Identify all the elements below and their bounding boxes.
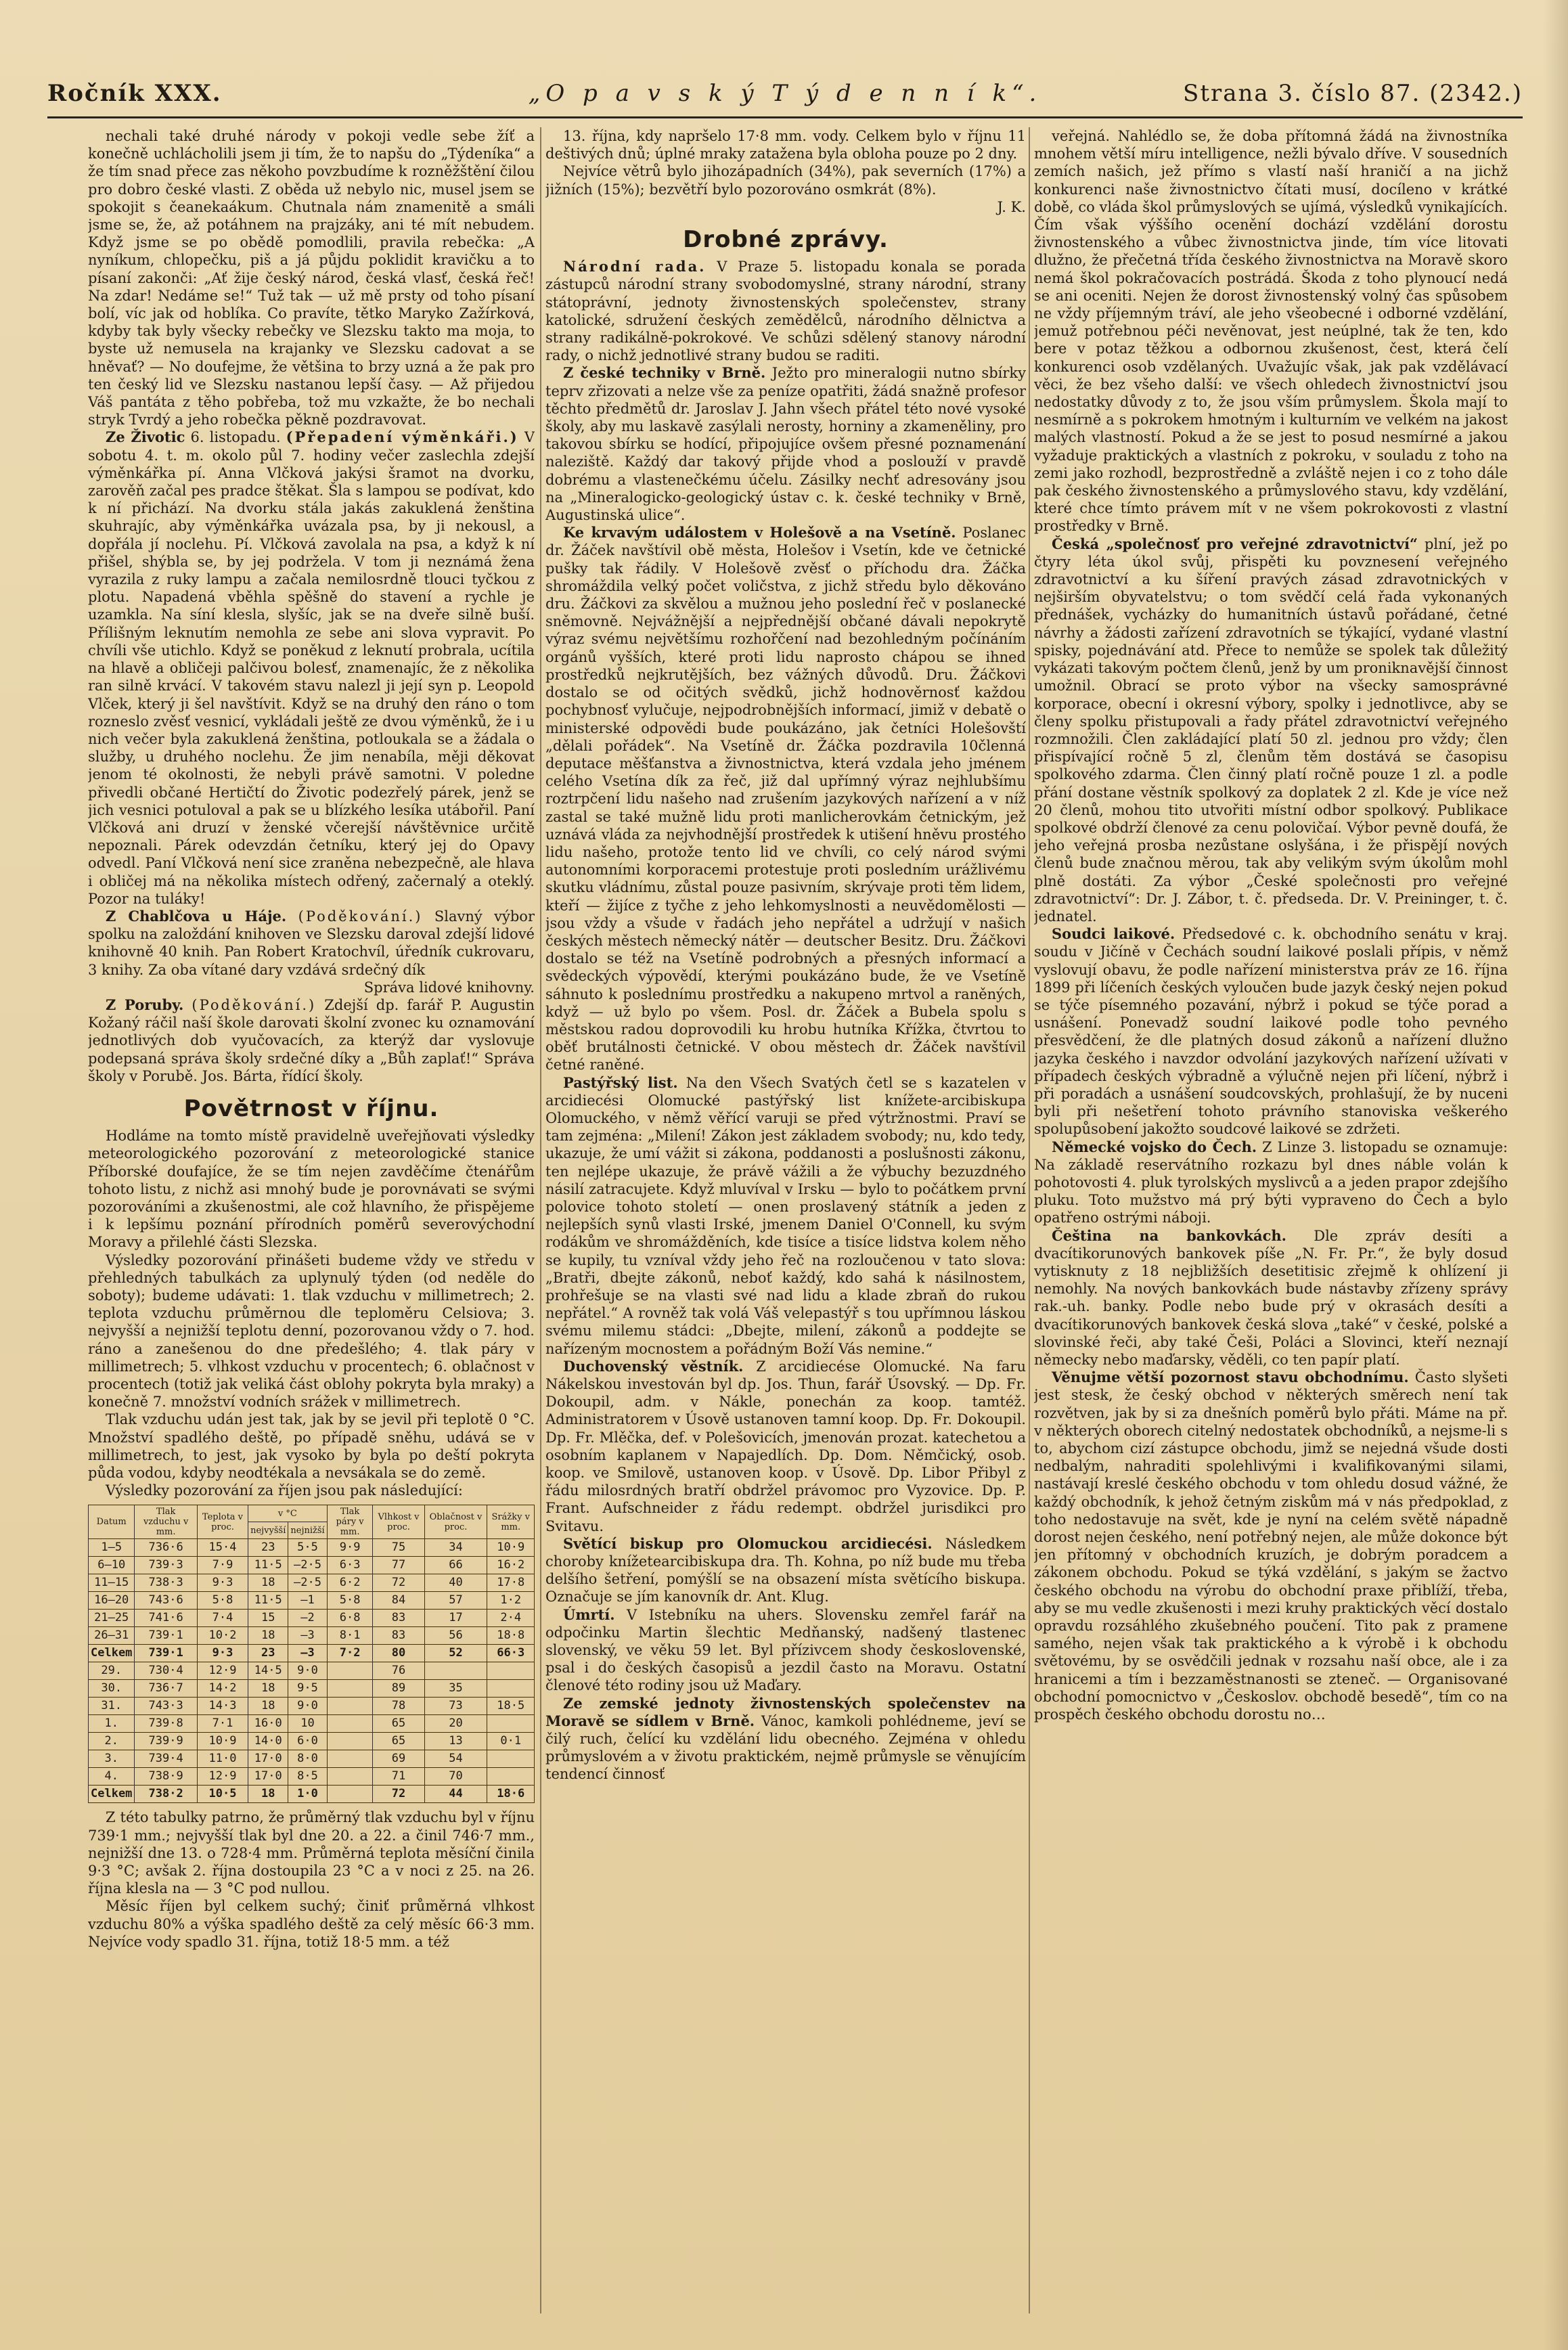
table-cell xyxy=(424,1662,487,1680)
table-cell: 14·5 xyxy=(248,1662,288,1680)
table-row xyxy=(89,1750,535,1768)
table-cell: 6·2 xyxy=(327,1574,373,1592)
table-cell: 52 xyxy=(424,1645,487,1662)
table-cell: 72 xyxy=(373,1786,424,1803)
table-cell: 11·5 xyxy=(248,1592,288,1610)
table-cell: 7·9 xyxy=(197,1557,248,1574)
news-chablicov-signature: Správa lidové knihovny. xyxy=(363,979,535,996)
column-2 xyxy=(545,127,1026,2320)
header-rule xyxy=(47,116,1523,118)
th-temp: Teplota v proc. xyxy=(197,1505,248,1539)
table-cell: 66 xyxy=(424,1557,487,1574)
weather-signature: J. K. xyxy=(997,198,1026,215)
weather-table xyxy=(88,1505,535,1803)
table-cell: 16·2 xyxy=(487,1557,535,1574)
table-cell: 9·3 xyxy=(197,1574,248,1592)
table-cell: 18 xyxy=(248,1574,288,1592)
news-technika-text: Ježto pro mineralogii nutno sbírky teprv zřizovati a nelze vše za peníze opatřiti, žádá snažně profesor těchto předmětů dr. Jaroslav J. Jahn všech přátel této nové vysoké školy, aby mu laskavě zasýlali nerosty, horniny a zkameněliny, pro takovou sbírku se hodící, připojujíce ovšem přesné poznamenání naleziště. Každý dar takový přijde vhod a poslouží v pravdě dobrému a vlastenečkému účelu. Zásilky nechť adresovány jsou na „Mineralogicko-geologický ústav c. k. české techniky v Brně, Augustinská ulice“. xyxy=(545,365,1026,524)
table-cell: 730·4 xyxy=(135,1662,197,1680)
news-vojsko xyxy=(1034,1138,1508,1227)
news-duchovensky-text: Z arcidiecése Olomucké. Na faru Nákelskou investován byl dp. Jos. Thun, farář Úsovský. — Dp. Fr. Dokoupil, adm. v Nákle, ponechán za koop. tamtéž. Administratorem v Úsově ustanoven tamní koop. Dp. Fr. Dokoupil. Dp. Fr. Mlěčka, def. v Polešovicích, jmenován prozat. katechetou a osobním kaplanem v Napajedlích. Dp. Dom. Němčický, osob. koop. ve Smilově, ustanoven koop. v Úsově. Dp. Libor Přibyl z řádu milosrdných bratří obdržel právomoc pro Vyzovice. Dp. P. Frant. Aufschneider z řádu redempt. obdržel jurisdikci pro Svitavu. xyxy=(545,1358,1026,1534)
table-cell xyxy=(327,1786,373,1803)
table-cell: 35 xyxy=(424,1680,487,1698)
news-narodni-rada-lead: Národní rada. xyxy=(563,258,707,275)
table-cell: 17 xyxy=(424,1610,487,1627)
news-vojsko-text: Z Linze 3. listopadu se oznamuje: Na základě reservátního rozkazu byl dnes náble volán k pohotovosti 4. pluk tyrolských myslivců a a jeden prapor zdejšího pluku. Toto mužstvo má prý býti vypraveno do Čech a bylo opatřeno ostrými náboji. xyxy=(1034,1138,1508,1226)
table-cell: 40 xyxy=(424,1574,487,1592)
table-cell: 739·1 xyxy=(135,1645,197,1662)
news-umrti-lead: Úmrtí. xyxy=(563,1605,615,1623)
news-jednota xyxy=(545,1695,1026,1783)
news-umrti-text: V Istebníku na uhers. Slovensku zemřel farář na odpočinku Martin šlechtic Medňanský, nadšený tlastenec slovenský, ve věku 59 let. Byl přízivcem shody československé, psal i do českých časopisů a jezdil často na Moravu. Ostatní členové této rodiny jsou už Maďary. xyxy=(545,1606,1026,1694)
table-cell: —2·5 xyxy=(288,1574,327,1592)
table-row xyxy=(89,1627,535,1645)
table-cell: 739·1 xyxy=(135,1627,197,1645)
news-obchod xyxy=(1034,1369,1508,1723)
news-zdravotnictvi xyxy=(1034,535,1508,925)
page-header xyxy=(47,80,1523,118)
news-chablicov-lead: Z Chablčova u Háje. xyxy=(106,907,287,925)
table-cell: 18 xyxy=(248,1786,288,1803)
table-cell: 12·9 xyxy=(197,1662,248,1680)
news-technika xyxy=(545,364,1026,524)
table-cell: 65 xyxy=(373,1715,424,1733)
table-cell xyxy=(327,1768,373,1786)
table-row xyxy=(89,1680,535,1698)
table-cell: 10·5 xyxy=(197,1786,248,1803)
table-cell: 29. xyxy=(89,1662,135,1680)
table-cell: 83 xyxy=(373,1610,424,1627)
table-row xyxy=(89,1574,535,1592)
table-cell xyxy=(487,1662,535,1680)
table-cell xyxy=(487,1680,535,1698)
table-cell: 4. xyxy=(89,1768,135,1786)
table-cell: 8·1 xyxy=(327,1627,373,1645)
table-cell: 6·3 xyxy=(327,1557,373,1574)
table-cell: 10·2 xyxy=(197,1627,248,1645)
table-cell: Celkem xyxy=(89,1786,135,1803)
news-zivotice-lead: Ze Životic xyxy=(106,428,185,446)
table-cell: 1—5 xyxy=(89,1539,135,1557)
news-chablicov xyxy=(88,908,535,979)
table-cell: —1 xyxy=(288,1592,327,1610)
letter-ending: nechali také druhé národy v pokoji vedle sebe žíť a konečně uchlácholili jsem ji tím, že to napšu do „Týdeníka“ a že tím snad přece zas někoho povzbudíme k rozněžštění čilou pro dobro české vlasti. Z oběda už nebylo nic, musel jsem se spokojit s čeanekaákum. Chutnala nám znamenitě a smáli jsme se, že, až potáhnem na prajzáky, ani té mít nebudem. Když jsme se po obědě pomodlili, pravila rebečka: „A nyníkum, chlopečku, piš a já půjdu poklidit kravičku a to písaní zakonči: „Ať žije český národ, česká vlasť, česká řeč! Na zdar! Nedáme se!“ Tuž tak — už mě prsty od toho písaní bolí, víc jak od hoblíka. Co pravíte, tětko Maryko Zažírková, kdyby tak byly všecky rebečky ve Slezsku takto ma moja, to byste už nemusela na krajanky ve Slezsku cadovat a se hněvať? — No doufejme, že většina to brzy uzná a že pak pro ten český lid ve Slezsku nastanou lepší časy. — Až přijedou Váš pantáta z těho pobřeba, tož mu vzkažte, že bo nechali stryk Tvrdý a jeho robečka pěkně pozdravovat. xyxy=(88,128,535,428)
weather-intro: Hodláme na tomto místě pravidelně uveřejňovati výsledky meteorologického pozorování z meteorologické stanice Příborské doufajíce, že se tím nejen zavděčíme čtenářům tohoto listu, z nichž asi mnohý bude je porovnávati se svými pozorováními a zkušenostmi, ale což hlavního, že přispějeme i k lepšímu poznání přírodních poměrů severovýchodní Moravy a přilehlé části Slezska. xyxy=(88,1128,535,1251)
table-cell: 738·2 xyxy=(135,1786,197,1803)
table-total-row xyxy=(89,1645,535,1662)
table-cell: 89 xyxy=(373,1680,424,1698)
table-cell: 65 xyxy=(373,1733,424,1750)
news-poruba-lead: Z Poruby. xyxy=(106,996,184,1013)
table-cell: 54 xyxy=(424,1750,487,1768)
table-cell: 17·0 xyxy=(248,1768,288,1786)
table-cell: 23 xyxy=(248,1539,288,1557)
weather-winds: Nejvíce větrů bylo jihozápadních (34%), pak severních (17%) a jižních (15%); bezvětří bylo pozorováno osmkrát (8%). xyxy=(545,163,1026,198)
table-cell: 7·2 xyxy=(327,1645,373,1662)
table-cell xyxy=(327,1733,373,1750)
table-cell xyxy=(327,1698,373,1715)
news-duchovensky-lead: Duchovenský věstník. xyxy=(563,1357,744,1375)
th-date: Datum xyxy=(89,1505,135,1539)
table-cell: 70 xyxy=(424,1768,487,1786)
table-cell: —3 xyxy=(288,1645,327,1662)
news-jednota-lead: Ze zemské jednoty živnostenských společenstev na Moravě se sídlem v Brně. xyxy=(545,1694,1026,1729)
news-pastyrsky-list xyxy=(545,1074,1026,1358)
jednota-continued: veřejná. Nahlédlo se, že doba přítomná žádá na živnostníka mnohem větší míru intelligence, nežli bývalo dříve. V sousedních zemích našich, jež přímo s vlastí naší hraničí a na jichž konkurenci naše živnostnictvo čítati musí, docíleno v krátké době, co vláda škol průmyslových se ujímá, výsledků vynikajících. Čím však výššího ocenění dochází vzdělání dorostu živnostenského a vůbec živnostnictva jinde, tím více litovati dlužno, že přečetná třída českého živnostnictva na Moravě skoro nemá škol pokračovacích postrádá. Škoda z toho plynoucí nedá se ani oceniti. Nejen že dorost živnostenský volný čas spůsobem ne vždy příjemným tráví, ale jeho všeobecné i odborné vzdělání, jemuž potřebnou péči nevěnovat, jest neúplné, tak že ten, kdo bere v potaz těžkou a odbornou zkušenost, čest, která čelí konkurenci osob vzdělaných. Uvažujíc však, jak pak vzdělávací věci, že bez všeho další: ve všech ohledech živnostnictví jsou nedostatky důvody z to, že jsou vším průmyslem. Škola mají to nesmírně a s pokrokem hmotným i kulturním ve velkém na jakost malých vlastností. Pokud a že se jest to posud nesmírné a jakou vyžaduje praktických a vlastních z pokroku, v souladu z toho na zemi jako rozhodl, bezprostředně a zvláště nejen i co z toho dále pak českého živnostenského a průmyslového stavu, kdy vzdělání, které chce tímto právem mít v ne všem pokrokovosti z vlastní prostředky v Brně. xyxy=(1034,128,1508,535)
volume-label: Ročník XXX. xyxy=(47,80,222,107)
news-heading: Drobné zprávy. xyxy=(683,226,889,254)
weather-summary-2: Měsíc říjen byl celkem suchý; činiť průměrná vlhkost vzduchu 80% a výška spadlého deště za celý měsíc 66·3 mm. Nejvíce vody spadlo 31. října, totiž 18·5 mm. a též xyxy=(88,1898,535,1950)
table-row xyxy=(89,1662,535,1680)
table-row xyxy=(89,1715,535,1733)
news-bishop xyxy=(545,1535,1026,1606)
table-cell: 743·3 xyxy=(135,1698,197,1715)
th-max: nejvyšší xyxy=(248,1522,288,1539)
news-narodni-rada xyxy=(545,258,1026,364)
news-pastyrsky-list-text: Na den Všech Svatých četl se s kazatelen v arcidiecési Olomucké pastýřský list knížete-arcibiskupa Olomuckého, v němž věřící varuji se před výtržnostmi. Praví se tam zejména: „Milení! Zákon jest základem svobody; nu, kdo tedy, ukazuje, že umí vážit si zákona, poddanosti a poslušnosti zákonu, ten nejlépe ukazuje, že právě vážili a že výbuchy bezuzdného násilí zatracujete. Když mluvíval v Irsku — bylo to počátkem první polovice tohoto století — onen proslavený státník a jeden z nejlepších synů vlasti Irské, jmenem Daniel O'Connell, ku svým rodákům ve shromážděních, kde tisíce a tisíce lidstva kolem něho se kupily, tu vzníval vždy jeho řeč na rozloučenou v tato slova: „Bratři, dbejte zákonů, neboť každý, kdo sahá k násilnostem, prohřešuje se na vlasti své nad lidu a klade zbraň do rukou nepřátel.“ A rovněž tak volá Váš velepastýř s tou upřímnou láskou svému milemu stádci: „Dbejte, milení, zákonů a poddejte se nařízeným mocnostem a pořádným Boží Vás nemine.“ xyxy=(545,1074,1026,1357)
table-cell: 11·5 xyxy=(248,1557,288,1574)
table-cell: 71 xyxy=(373,1768,424,1786)
table-cell: 7·1 xyxy=(197,1715,248,1733)
table-cell: 78 xyxy=(373,1698,424,1715)
table-cell: 739·8 xyxy=(135,1715,197,1733)
newspaper-title: „O p a v s k ý T ý d e n n í k“. xyxy=(528,80,1042,107)
table-cell: 8·0 xyxy=(288,1750,327,1768)
table-cell: 80 xyxy=(373,1645,424,1662)
table-cell: 34 xyxy=(424,1539,487,1557)
table-cell: 739·3 xyxy=(135,1557,197,1574)
table-cell: 77 xyxy=(373,1557,424,1574)
table-cell xyxy=(487,1750,535,1768)
table-cell: 6·8 xyxy=(327,1610,373,1627)
news-bankovky-text: Dle zpráv desíti a dvacítikorunových bankovek píše „N. Fr. Pr.“, že byly dosud vytisknuty z 18 nejbližších desetitisic zřejmě k ohlízení ji nemohly. Na nových bankovkách bude nástavby zřízeny správy rak.-uh. banky. Podle nebo bude prý v okrasách desíti a dvacítikorunových bankovek česká slova „také“ v české, polské a slovinské řeči, aby také Češi, Poláci a Slovinci, kteří neznají německy nebo maďarsky, věděli, co ten papír platí. xyxy=(1034,1227,1508,1369)
news-obchod-lead: Věnujme větší pozornost stavu obchodnímu. xyxy=(1052,1369,1409,1386)
table-cell: 736·7 xyxy=(135,1680,197,1698)
table-cell: 20 xyxy=(424,1715,487,1733)
th-rain: Srážky v mm. xyxy=(487,1505,535,1539)
column-divider-1 xyxy=(540,127,541,2313)
table-cell: 16·0 xyxy=(248,1715,288,1733)
table-cell: 17·8 xyxy=(487,1574,535,1592)
table-cell: 21—25 xyxy=(89,1610,135,1627)
table-cell: 31. xyxy=(89,1698,135,1715)
news-zivotice-text: V sobotu 4. t. m. okolo půl 7. hodiny večer zaslechla zdejší výměnkářka pí. Anna Vlčková jakýsi šramot na dvorku, zarověň začal pes pradce štěkat. Šla s lampou se podívat, kdo k ní přichází. Na dvorku stála jakás zakuklená ženština skuhrajíc, aby výměnkářka uvázala psa, by ji nekousl, a dopřála jí noclehu. Pí. Vlčková zavolala na psa, a když k ní přišel, shýbla se, by jej podržela. V tom ji neznámá žena vyrazila z ruky lampu a začala nemilosrdně tlouci tyčkou z plotu. Napadená vběhla spěšně do stavení a rychle je uzamkla. Na síní klesla, slyšíc, jak se na dveře silně buší. Přílišným leknutím nemohla ze sebe ani slova vypravit. Po chvíli vše utichlo. Když se poněkud z leknutí probrala, ucítila na hlavě a obličeji palčivou bolesť, znamenajíc, že z několika ran silně krvácí. V takovém stavu nalezl ji její syn p. Leopold Vlček, který ji šel navštívit. Když se na druhý den ráno o tom rozneslo zvěsť vesnicí, vykládali ještě ze dvou výměnků, že i u nich večer byla zakuklená ženština, potloukala se a žádala o služby, u druhého noclehu. Že jim nenabíla, měji děkovat jenom té okolnosti, že nebyli právě samotni. V poledne přivedli občané Hertičtí do Životic podezřelý párek, jenž se jich vesnici potuloval a pak se u blízkého lesíka utábořil. Paní Vlčková ani druzí v ženské včerejší návštěvnice určitě nepoznali. Párek odevzdán četníku, který jej do Opavy odvedl. Paní Vlčková není sice zraněna nebezpečně, ale hlava i obličej má na několika místech odřený, začernalý a oteklý. Pozor na tuláky! xyxy=(88,429,535,907)
news-jednota-text: Vánoc, kamkoli pohlédneme, jeví se čilý ruch, čelící ku vzdělání lidu obecného. Zejména v ohledu průmyslovém a v životu praktickém, nejmě průmysle se věnujícím tendencí činnosť xyxy=(545,1712,1026,1783)
table-cell: 11—15 xyxy=(89,1574,135,1592)
table-cell: Celkem xyxy=(89,1645,135,1662)
table-row xyxy=(89,1733,535,1750)
column-1 xyxy=(88,127,535,2320)
table-cell: 76 xyxy=(373,1662,424,1680)
news-narodni-rada-text: V Praze 5. listopadu konala se porada zástupců národní strany svobodomyslné, strany národní, strany státoprávní, jednoty živnostenských společenstev, strany katolické, sdružení českých zemědělců, národního dělnictva a strany radikálně-pokrokové. Ve schůzi sdělený stanovy národní rady, o nichž jednotlivé strany budou se raditi. xyxy=(545,259,1026,364)
news-soudci xyxy=(1034,925,1508,1138)
table-cell: 57 xyxy=(424,1592,487,1610)
table-cell: 18 xyxy=(248,1680,288,1698)
table-cell: 75 xyxy=(373,1539,424,1557)
weather-units: Tlak vzduchu udán jest tak, jak by se jevil při teplotě 0 °C. Množství spadlého deště, po případě sněhu, udává se v millimetrech, to jest, jak vysoko by byla po deští pokryta půda vodou, kdyby neodtékala a nevsákala se do země. xyxy=(88,1411,535,1482)
table-cell: 1·0 xyxy=(288,1786,327,1803)
table-cell: 18 xyxy=(248,1627,288,1645)
table-cell: 17·0 xyxy=(248,1750,288,1768)
news-zdravotnictvi-text: plní, jež po čtyry léta úkol svůj, přispěti ku povznesení veřejného zdravotnictví a ku šíření pravých zásad zdravotnických v nejširším obyvatelstvu; o tom svědčí celá řada vykonaných přednášek, vycházky do humanitních ústavů pořádané, četné návrhy a žádosti zařízení zdravotních se týkající, vydané vlastní spisky, pojednávání atd. Přece to nemůže se spolek tak důležitý vykázati takovým počtem členů, jenž by um proniknavější činnost umožnil. Obrací se proto výbor na všecky samosprávné korporace, obecní i okresní výbory, spolky i jednotlivce, aby se členy spolku přistupovali a řady přátel zdravotnictví veřejného rozmnožili. Člen zakládající platí 50 zl. jednou pro vždy; člen přispívající ročně 5 zl, členům těm dostává se časopisu spolkového zdarma. Člen činný platí ročně pouze 1 zl. a podle přání dostane věstník spolkový za doplatek 2 zl. Kde je více než 20 členů, mohou tito utvořiti místní odbor spolkový. Publikace spolkové obdrží členové za cenu polovičaí. Výbor pevně doufá, že jeho veřejná prosba nezůstane oslyšána, i že přispějí nových členů bude značnou měrou, tak aby velikým svým úkolům mohl plně dostáti. Za výbor „České společnosti pro veřejné zdravotnictví“: Dr. J. Zábor, t. č. předseda. Dr. V. Preininger, t. č. jednatel. xyxy=(1034,535,1508,925)
table-cell: 5·8 xyxy=(327,1592,373,1610)
news-chablicov-title: (Poděkování.) xyxy=(298,908,423,925)
news-poruba-text: Zdejší dp. farář P. Augustin Kožaný ráčil naší škole darovati školní zvonec ku oznamování jednotlivých dob vyučovacích, za kterýž dar vyslovuje podepsaná správa školy srdečné díky a „Bůh zaplať!“ Správa školy v Porubě. Jos. Bárta, řídící školy. xyxy=(88,996,535,1084)
column-3 xyxy=(1034,127,1508,2320)
news-zivotice xyxy=(88,428,535,907)
table-cell: 9·0 xyxy=(288,1698,327,1715)
table-cell: 5·5 xyxy=(288,1539,327,1557)
table-row xyxy=(89,1592,535,1610)
news-duchovensky xyxy=(545,1358,1026,1535)
table-cell: 5·8 xyxy=(197,1592,248,1610)
table-cell: 741·6 xyxy=(135,1610,197,1627)
news-chablicov-text: Slavný výbor spolku na založdání knihoven ve Slezsku daroval zdejší lidové knihovně 40 knih. Pan Robert Kratochvíl, úředník cukrovaru, 3 knihy. Za oba vítané dary vzdává srdečný dík xyxy=(88,908,535,978)
news-pastyrsky-list-lead: Pastýřský list. xyxy=(563,1073,678,1091)
table-cell: 0·1 xyxy=(487,1733,535,1750)
table-cell: 743·6 xyxy=(135,1592,197,1610)
table-cell: 69 xyxy=(373,1750,424,1768)
table-cell xyxy=(327,1662,373,1680)
table-cell: 1. xyxy=(89,1715,135,1733)
table-cell: 9·9 xyxy=(327,1539,373,1557)
table-cell: 1·2 xyxy=(487,1592,535,1610)
table-cell: 73 xyxy=(424,1698,487,1715)
table-cell: 66·3 xyxy=(487,1645,535,1662)
weather-table-header xyxy=(89,1505,535,1522)
table-cell: 23 xyxy=(248,1645,288,1662)
news-bishop-lead: Světící biskup pro Olomuckou arcidiecési. xyxy=(563,1534,933,1552)
table-cell: 14·0 xyxy=(248,1733,288,1750)
th-min: nejnižší xyxy=(288,1522,327,1539)
table-cell: 15 xyxy=(248,1610,288,1627)
table-cell: 14·3 xyxy=(197,1698,248,1715)
table-cell: 739·9 xyxy=(135,1733,197,1750)
weather-heading: Povětrnost v říjnu. xyxy=(183,1094,439,1122)
table-cell: 736·6 xyxy=(135,1539,197,1557)
table-cell: 83 xyxy=(373,1627,424,1645)
news-vojsko-lead: Německé vojsko do Čech. xyxy=(1052,1138,1257,1155)
table-cell: 8·5 xyxy=(288,1768,327,1786)
table-row xyxy=(89,1539,535,1557)
table-row xyxy=(89,1557,535,1574)
th-vapour: Tlak páry v mm. xyxy=(327,1505,373,1539)
table-cell: 72 xyxy=(373,1574,424,1592)
table-cell: 18·5 xyxy=(487,1698,535,1715)
news-soudci-text: Předsedové c. k. obchodního senátu v kraj. soudu v Jičíně v Čechách soudní laikové poslali přípis, v němž vyslovují obavu, že podle nařízení ministerstva práv ze 16. října 1899 při líčeních českých vyloučen bude jazyk český nejen pokud se týče písemného pozavání, nýbrž i pokud se týče porad a usnášení. Ponevadž soudní laikové podle toho pevného přesvědčení, že dle platných dosud zákonů a nařízení dlužno jazyka českého i navzdor odvolání jazykových nařízení užívati v případech českých výbradně a výlučně nejen při líčení, nýbrž i při poradách a usnášení soudcovských, prohlašují, že by nuceni byli při nešetření tohoto právního stanoviska veškerého spolupůsobení jakožto soudcové laikové se zdržeti. xyxy=(1034,926,1508,1138)
table-cell xyxy=(327,1750,373,1768)
table-cell: 14·2 xyxy=(197,1680,248,1698)
table-cell: 7·4 xyxy=(197,1610,248,1627)
table-cell: 11·0 xyxy=(197,1750,248,1768)
table-cell: 738·3 xyxy=(135,1574,197,1592)
table-cell: 13 xyxy=(424,1733,487,1750)
table-cell: 10·9 xyxy=(487,1539,535,1557)
news-bishop-text: Následkem choroby knížetearcibiskupa dra. Th. Kohna, po níž bude mu třeba delšího šetření, pomýšlí se na obsazení místa světícího biskupa. Označuje se jím kanovník dr. Ant. Klug. xyxy=(545,1535,1026,1605)
news-bankovky xyxy=(1034,1227,1508,1369)
table-cell: 18·6 xyxy=(487,1786,535,1803)
table-cell: 6·0 xyxy=(288,1733,327,1750)
table-cell: 15·4 xyxy=(197,1539,248,1557)
th-humidity: Vlhkost v proc. xyxy=(373,1505,424,1539)
weather-table-intro: Výsledky pozorování za říjen jsou pak následující: xyxy=(106,1482,463,1499)
table-cell: 18·8 xyxy=(487,1627,535,1645)
table-cell: 18 xyxy=(248,1698,288,1715)
weather-method: Výsledky pozorování přinášeti budeme vždy ve středu v přehledných tabulkách za uplynulý týden (od neděle do soboty); budeme udávati: 1. tlak vzduchu v millimetrech; 2. teplota vzduchu průměrnou dle teploměru Celsiova; 3. nejvyšší a nejnižší teplotu denní, pozorovanou vždy o 7. hod. ráno a zanešenou do dne předešlého; 4. tlak páry v millimetrech; 5. vlhkost vzduchu v procentech; 6. oblačnost v procentech (totiž jak veliká část oblohy pokryta byla mraky) a konečně 7. množství vodních srážek v millimetrech. xyxy=(88,1251,535,1411)
th-cloud: Oblačnost v proc. xyxy=(424,1505,487,1539)
th-pressure: Tlak vzduchu v mm. xyxy=(135,1505,197,1539)
news-obchod-text: Často slyšeti jest stesk, že český obchod v některých směrech není tak rozvětven, jak by si za dnešních poměrů bylo přáti. Máme na př. v některých oborech citelný nedostatek obchodníků, a nejsme-li s to, abychom cizí zástupce obchodu, jimž se nejedná všude dosti nedbalým, nahraditi spolehlivými i kvalifikovanými silami, nastávají kreslé českého obchodu v tom ohledu dosud vážné, že každý obchodník, k jehož četným ziskům má v nás předpoklad, z toho nedostavuje na svět, kde je nyní na celém světě nápadně dorost nejen českého, není potřebný nejen, ale může dokonce být jen přítomný v obchodních kruzích, je dobrým poradcem a zákonem obchodu. Pokud se týká vzdělání, s jakým se žactvo českého obchodu na výrobu do obchodní praxe přiblíží, třeba, aby se mu vedle zkušenosti i mezi kruhy praktických věcí dostalo opravdu rozsáhlého zkušebného poučení. Tito pak z pramene samého, nejen však tak praktického a k výrobě i k obchodu světovému, by se osvědčili jednak v rozsahu naší obce, ale i za hranicemi a tím i bezzaměstnanosti se zteneč. — Organisované obchodní pomocnictvo v „Českoslov. obchodě besedě“, tím co na prospěch českého obchodu dorostu no… xyxy=(1034,1369,1508,1723)
table-row xyxy=(89,1768,535,1786)
table-cell: 84 xyxy=(373,1592,424,1610)
weather-table-body-1 xyxy=(89,1539,535,1662)
table-cell: 44 xyxy=(424,1786,487,1803)
news-zdravotnictvi-lead: Česká „společnosť pro veřejné zdravotnictví“ xyxy=(1052,535,1418,552)
weather-summary-1: Z této tabulky patrno, že průměrný tlak vzduchu byl v říjnu 739·1 mm.; nejvyšší tlak byl dne 20. a 22. a činil 746·7 mm., nejnižší dne 13. o 728·4 mm. Průměrná teplota měsíční činila 9·3 °C; avšak 2. října dostoupila 23 °C a v noci z 25. na 26. října klesla na — 3 °C pod nullou. xyxy=(88,1809,535,1897)
table-cell: 9·5 xyxy=(288,1680,327,1698)
table-cell xyxy=(327,1680,373,1698)
news-holesov-lead: Ke krvavým událostem v Holešově a na Vsetíně. xyxy=(563,524,956,541)
page-fold-shadow xyxy=(1544,0,1568,2350)
table-cell: —2·5 xyxy=(288,1557,327,1574)
news-soudci-lead: Soudci laikové. xyxy=(1052,925,1175,943)
news-technika-lead: Z české techniky v Brně. xyxy=(563,364,766,382)
column-divider-2 xyxy=(1029,127,1030,2313)
table-cell: 9·0 xyxy=(288,1662,327,1680)
table-cell: —3 xyxy=(288,1627,327,1645)
news-zivotice-title: (Přepadení výměnkáři.) xyxy=(286,428,519,446)
news-holesov xyxy=(545,524,1026,1073)
table-cell: 56 xyxy=(424,1627,487,1645)
weather-continued: 13. října, kdy napršelo 17·8 mm. vody. Celkem bylo v říjnu 11 deštivých dnů; úplné mraky zatažena byla obloha pouze po 2 dny. xyxy=(545,128,1026,162)
weather-table-body-2 xyxy=(89,1662,535,1803)
table-total-row xyxy=(89,1786,535,1803)
table-cell: 739·4 xyxy=(135,1750,197,1768)
news-poruba xyxy=(88,996,535,1085)
news-poruba-title: (Poděkování.) xyxy=(192,996,317,1013)
table-cell: 2·4 xyxy=(487,1610,535,1627)
table-cell: 26—31 xyxy=(89,1627,135,1645)
table-row xyxy=(89,1698,535,1715)
table-row xyxy=(89,1610,535,1627)
table-cell xyxy=(487,1715,535,1733)
news-zivotice-date: 6. listopadu. xyxy=(190,429,281,446)
table-cell: 738·9 xyxy=(135,1768,197,1786)
page-number: Strana 3. číslo 87. (2342.) xyxy=(1183,80,1523,107)
table-cell: 6—10 xyxy=(89,1557,135,1574)
table-cell: 30. xyxy=(89,1680,135,1698)
news-umrti xyxy=(545,1606,1026,1695)
table-cell: 9·3 xyxy=(197,1645,248,1662)
table-cell: 3. xyxy=(89,1750,135,1768)
table-cell: —2 xyxy=(288,1610,327,1627)
th-temp-group: v °C xyxy=(248,1505,328,1522)
table-cell: 2. xyxy=(89,1733,135,1750)
news-bankovky-lead: Čeština na bankovkách. xyxy=(1052,1226,1286,1244)
table-cell: 16—20 xyxy=(89,1592,135,1610)
table-cell: 10·9 xyxy=(197,1733,248,1750)
table-cell: 10 xyxy=(288,1715,327,1733)
table-cell xyxy=(327,1715,373,1733)
table-cell xyxy=(487,1768,535,1786)
table-cell: 12·9 xyxy=(197,1768,248,1786)
news-holesov-text: Poslanec dr. Žáček navštívil obě města, Holešov i Vsetín, kde ve četnické pušky tak řádily. V Holešově zvěsť o příchodu dra. Žáčka shromáždila velký počet voličstva, z jichž středu bylo děkováno dru. Žáčkovi za skvělou a mužnou jeho poslední řeč v poslanecké sněmovně. Nejvážnější a nejpřednější občané dávali nepokrytě výraz svému největšímu rozhořčení nad bezohledným počínáním orgánů vyšších, které proti lidu naprosto chápou se ihned prostředků nejkrutějších, bez vážných důvodů. Dru. Žáčkovi dostalo se od očitých svědků, jichž hodnověrnosť každou pochybnosť vylučuje, nejpodrobnějších informací, jimiž v debatě o ministerské odpovědi bude poukázáno, jak četníci Holešovští „dělali pořádek“. Na Vsetíně dr. Žáčka pozdravila 10členná deputace měšťanstva a živnostnictva, která vzdala jeho jménem celého Vsetína dík za řeč, již dal upřímný výraz nejhlubšímu roztrpčení lidu našeho nad zrušením jazykových nařízení a v níž zastal se také mužně lidu proti manlicherovkám četnickým, jež uznává vláda za nejvhodnější prostředek k utišení hněvu prostého lidu našeho, protože tento lid ve chvíli, co celý národ svými autonomními korporacemi protestuje proti posledním urážlivému skutku vládnímu, zůstal pouze pasivním, skrývaje proti těm lidem, kteří — žijíce z tyčhe z jeho lehkomyslnosti a neuvědomělosti — jsou vždy a všude v řadách jeho nepřátel a udržují v našich českých městech německý nátěr — deutscher Besitz. Dru. Žáčkovi dostalo se též na Vsetíně podrobných a přesných informací a svědeckých výpovědí, kterými poukázáno bude, že ve Vsetíně sáhnuto k poslednímu prostředku a nakupeno mrtvol a raněných, když — už bylo po všem. Posl. dr. Žáček a Bubela spolu s městskou radou doprovodili ku hrobu hutníka Křížka, čtvrtou to oběť brutálnosti četnické. V obou městech dr. Žáček navštívil četné raněné. xyxy=(545,525,1026,1073)
